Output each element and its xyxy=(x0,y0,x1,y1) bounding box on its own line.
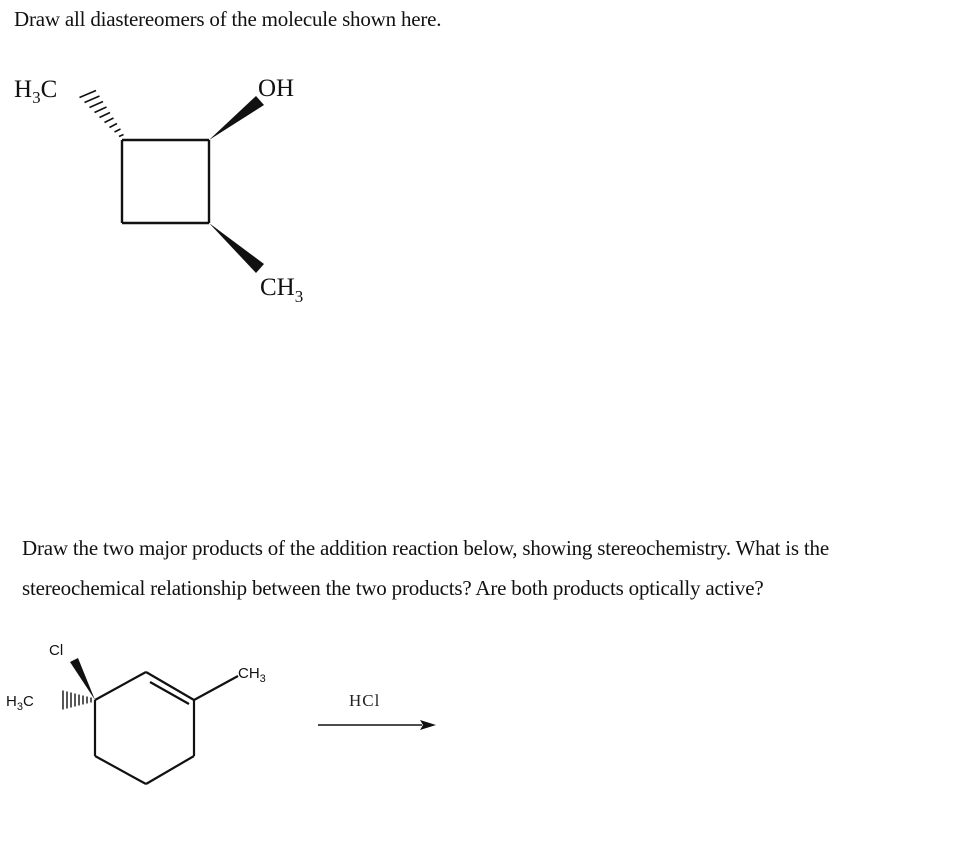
ring-bond-c2-c3 xyxy=(146,672,194,700)
reaction-arrow xyxy=(318,691,436,730)
label-ch3: CH3 xyxy=(260,274,304,306)
ring-bond-c4-c5 xyxy=(146,756,194,784)
hashed-wedge-methyl-2 xyxy=(63,691,91,710)
hashed-wedge-methyl xyxy=(80,91,124,137)
question-1-prompt: Draw all diastereomers of the molecule shown here. xyxy=(14,7,442,31)
ring-bond-c1-c2 xyxy=(95,672,146,700)
question-2-prompt-line-1: Draw the two major products of the addition reaction below, showing stereochemistry. What is the xyxy=(22,536,829,560)
solid-wedge-methyl xyxy=(209,223,264,273)
cyclohexene-structure xyxy=(6,642,266,784)
cyclobutane-structure xyxy=(14,75,303,306)
label-ch3-2: $CH_3$ xyxy=(238,665,266,685)
reagent-label: HCl xyxy=(349,691,381,710)
label-h3c-2: $H_3C$ xyxy=(6,693,34,713)
label-cl: Cl xyxy=(49,642,64,659)
methyl-bond xyxy=(194,676,238,700)
solid-wedge-hydroxyl xyxy=(209,96,264,140)
label-oh: OH xyxy=(258,75,295,102)
ring-bond-c5-c6 xyxy=(95,756,146,784)
arrow-head xyxy=(420,720,436,730)
solid-wedge-chloro xyxy=(70,658,95,700)
label-h3c: H3C xyxy=(14,76,58,107)
question-2-prompt-line-2: stereochemical relationship between the two products? Are both products optically active? xyxy=(22,576,764,600)
